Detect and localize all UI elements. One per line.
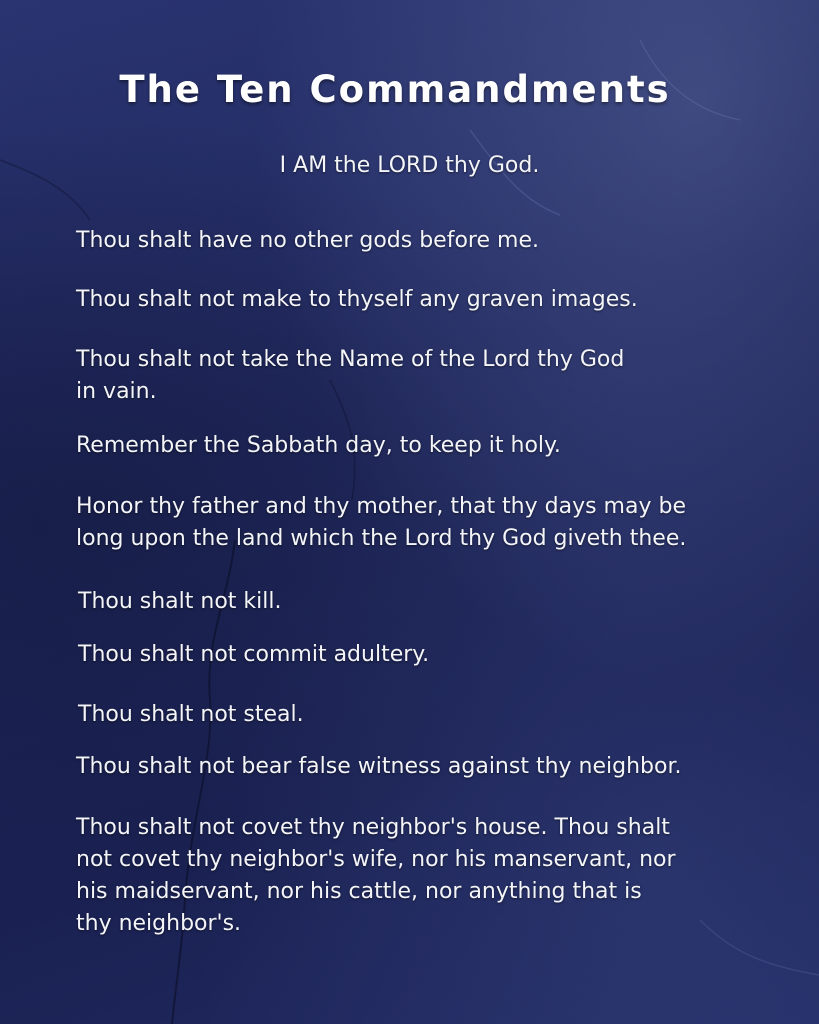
commandment-3: Thou shalt not take the Name of the Lord thy God in vain. xyxy=(76,347,625,404)
commandment-8: Thou shalt not steal. xyxy=(78,702,304,727)
commandment-9: Thou shalt not bear false witness against thy neighbor. xyxy=(76,754,682,779)
commandment-5: Honor thy father and thy mother, that thy days may be long upon the land which the Lord thy God giveth thee. xyxy=(76,494,687,551)
page-title: The Ten Commandments xyxy=(119,68,671,111)
commandment-7: Thou shalt not commit adultery. xyxy=(78,642,430,667)
commandment-2: Thou shalt not make to thyself any graven images. xyxy=(76,287,638,312)
commandment-10: Thou shalt not covet thy neighbor's house. Thou shalt not covet thy neighbor's wife, nor his manservant, nor his maidservant, nor his cattle, nor anything that is thy neighbor's. xyxy=(76,815,676,936)
commandment-4: Remember the Sabbath day, to keep it holy. xyxy=(76,433,561,458)
preface-line: I AM the LORD thy God. xyxy=(279,153,540,178)
commandment-1: Thou shalt have no other gods before me. xyxy=(76,228,539,253)
commandment-6: Thou shalt not kill. xyxy=(78,589,282,614)
